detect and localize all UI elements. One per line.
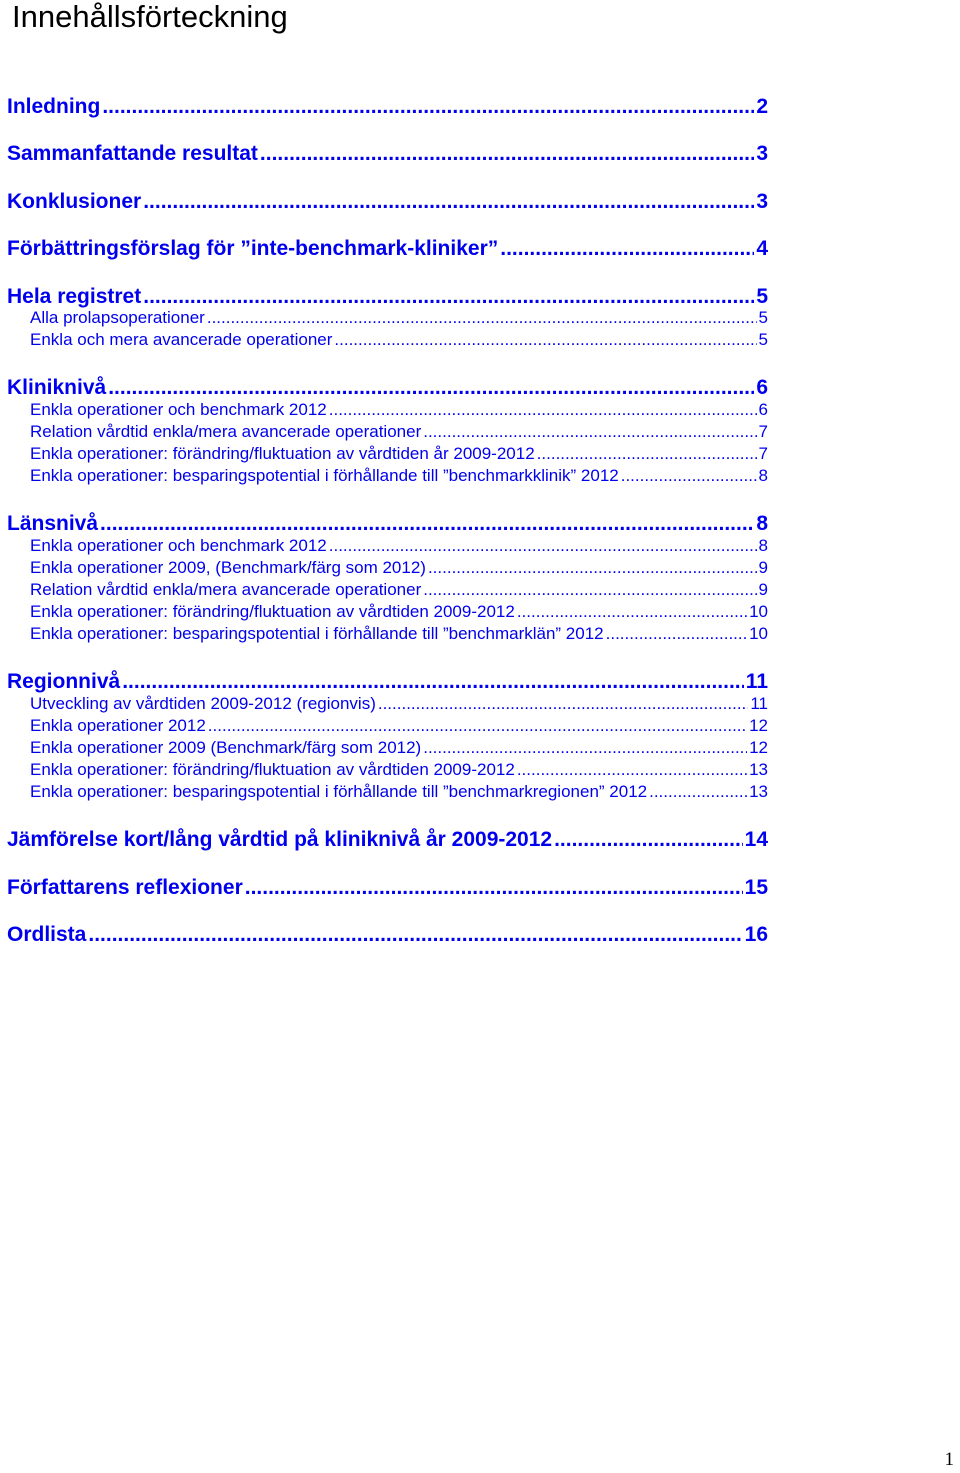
dot-leader (207, 307, 757, 329)
toc-entry-page: 7 (758, 444, 768, 463)
toc-entry-page: 16 (744, 923, 768, 946)
dot-leader (423, 579, 756, 601)
dot-leader (621, 465, 757, 487)
toc-entry[interactable] (30, 693, 768, 715)
toc-entry-page: 10 (749, 624, 768, 643)
dot-leader (329, 535, 757, 557)
toc-entry[interactable] (30, 737, 768, 759)
toc-entry-label: Jämförelse kort/lång vårdtid på kliniknivå år 2009-2012 (7, 828, 553, 851)
toc-entry[interactable] (30, 329, 768, 351)
toc-entry-label: Enkla operationer: besparingspotential i förhållande till ”benchmarkregionen” 2012 (30, 782, 648, 801)
toc-entry-label: Länsnivå (7, 512, 99, 535)
toc-entry-page: 12 (749, 738, 768, 757)
toc-entry-label: Konklusioner (7, 190, 142, 213)
dot-leader (122, 669, 744, 695)
toc-entry-page: 5 (758, 308, 768, 327)
toc-entry-page: 3 (756, 190, 768, 213)
toc-entry-page: 4 (756, 237, 768, 260)
toc-entry[interactable] (30, 715, 768, 737)
toc-entry[interactable] (30, 579, 768, 601)
dot-leader (260, 141, 754, 167)
toc-entry-page: 8 (756, 512, 768, 535)
dot-leader (423, 421, 756, 443)
toc-entry-label: Förbättringsförslag för ”inte-benchmark-kliniker” (7, 237, 499, 260)
toc-entry[interactable] (30, 421, 768, 443)
toc-entry-label: Enkla operationer 2012 (30, 716, 206, 735)
toc-entry-page: 3 (756, 142, 768, 165)
dot-leader (378, 693, 748, 715)
toc-entry-label: Enkla operationer: förändring/fluktuation av vårdtiden år 2009-2012 (30, 444, 535, 463)
toc-entry[interactable] (30, 601, 768, 623)
toc-entry-page: 2 (756, 95, 768, 118)
toc-entry-page: 6 (756, 376, 768, 399)
toc-entry[interactable] (30, 557, 768, 579)
toc-entry-label: Enkla operationer och benchmark 2012 (30, 536, 327, 555)
dot-leader (606, 623, 747, 645)
toc-entry-page: 8 (758, 536, 768, 555)
dot-leader (517, 601, 747, 623)
toc-entry-label: Sammanfattande resultat (7, 142, 258, 165)
toc-entry[interactable] (7, 669, 768, 695)
toc-entry-page: 5 (758, 330, 768, 349)
toc-entry-label: Enkla operationer och benchmark 2012 (30, 400, 327, 419)
dot-leader (208, 715, 747, 737)
toc-entry-page: 13 (749, 782, 768, 801)
page-number: 1 (944, 1449, 954, 1470)
toc-entry-label: Regionnivå (7, 670, 121, 693)
toc-entry-page: 10 (749, 602, 768, 621)
toc-entry-page: 5 (756, 285, 768, 308)
dot-leader (329, 399, 757, 421)
toc-entry-label: Enkla operationer: förändring/fluktuation av vårdtiden 2009-2012 (30, 760, 515, 779)
toc-entry[interactable] (30, 465, 768, 487)
toc-entry-page: 13 (749, 760, 768, 779)
toc-entry-page: 8 (758, 466, 768, 485)
toc-entry-page: 9 (758, 580, 768, 599)
toc-entry-page: 11 (745, 670, 768, 693)
toc-entry-page: 6 (758, 400, 768, 419)
dot-leader (245, 875, 743, 901)
dot-leader (649, 781, 747, 803)
toc-entry-page: 11 (750, 694, 768, 713)
dot-leader (143, 189, 754, 215)
dot-leader (500, 236, 754, 262)
toc-entry-label: Ordlista (7, 923, 87, 946)
toc-entry-label: Författarens reflexioner (7, 876, 243, 899)
toc-entry[interactable] (7, 511, 768, 537)
toc-entry-label: Enkla operationer 2009, (Benchmark/färg som 2012) (30, 558, 426, 577)
dot-leader (537, 443, 757, 465)
toc-entry-label: Relation vårdtid enkla/mera avancerade operationer (30, 422, 422, 441)
toc-entry[interactable] (30, 443, 768, 465)
toc-entry[interactable] (30, 535, 768, 557)
toc-entry[interactable] (30, 307, 768, 329)
toc-entry[interactable] (7, 375, 768, 401)
toc-entry-label: Utveckling av vårdtiden 2009-2012 (regionvis) (30, 694, 376, 713)
toc-entry[interactable] (7, 922, 768, 948)
toc-entry-label: Hela registret (7, 285, 142, 308)
dot-leader (88, 922, 742, 948)
toc-entry[interactable] (7, 875, 768, 901)
toc-entry-label: Enkla operationer: besparingspotential i förhållande till ”benchmarklän” 2012 (30, 624, 604, 643)
toc-entry-page: 9 (758, 558, 768, 577)
dot-leader (334, 329, 756, 351)
toc-entry-page: 12 (749, 716, 768, 735)
toc-entry[interactable] (30, 781, 768, 803)
toc-entry-label: Relation vårdtid enkla/mera avancerade operationer (30, 580, 422, 599)
toc-entry-label: Enkla och mera avancerade operationer (30, 330, 333, 349)
toc-entry-page: 15 (744, 876, 768, 899)
toc-entry[interactable] (7, 189, 768, 215)
toc-entry[interactable] (30, 399, 768, 421)
toc-entry[interactable] (30, 623, 768, 645)
dot-leader (428, 557, 757, 579)
dot-leader (517, 759, 747, 781)
toc-entry-page: 14 (744, 828, 768, 851)
toc-entry-label: Alla prolapsoperationer (30, 308, 205, 327)
toc-entry-label: Enkla operationer: förändring/fluktuation av vårdtiden 2009-2012 (30, 602, 515, 621)
toc-entry-label: Inledning (7, 95, 101, 118)
toc-entry[interactable] (7, 236, 768, 262)
toc-entry[interactable] (7, 141, 768, 167)
toc-entry[interactable] (30, 759, 768, 781)
page-title: Innehållsförteckning (12, 0, 288, 34)
toc-entry[interactable] (7, 827, 768, 853)
toc-entry-page: 7 (758, 422, 768, 441)
dot-leader (102, 94, 754, 120)
dot-leader (554, 827, 743, 853)
dot-leader (423, 737, 747, 759)
toc-entry[interactable] (7, 94, 768, 120)
toc-entry-label: Enkla operationer: besparingspotential i förhållande till ”benchmarkklinik” 2012 (30, 466, 619, 485)
toc-entry-label: Enkla operationer 2009 (Benchmark/färg som 2012) (30, 738, 422, 757)
dot-leader (100, 511, 754, 537)
toc-entry-label: Kliniknivå (7, 376, 107, 399)
dot-leader (108, 375, 754, 401)
